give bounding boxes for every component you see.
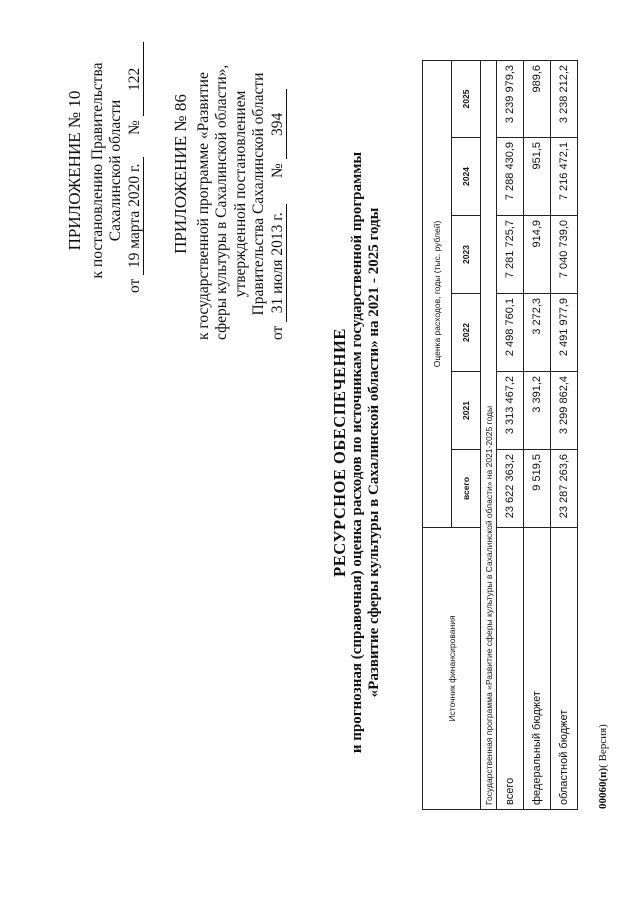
heading-title: РЕСУРСНОЕ ОБЕСПЕЧЕНИЕ — [330, 328, 349, 577]
col-2025: 2025 — [452, 60, 481, 137]
appendix-10-number: 122 — [127, 42, 144, 116]
program-title: Государственная программа «Развитие сферы культуры в Сахалинской области» на 2021-2025 годы — [481, 60, 497, 809]
cell-value: 23 622 363,2 — [497, 450, 524, 528]
appendix-10-line1: к постановлению Правительства — [88, 62, 106, 279]
appendix-86-num-label: № — [268, 163, 286, 179]
appendix-86-line4: Правительства Сахалинской области — [250, 72, 267, 316]
row-label: областной бюджет — [551, 528, 578, 810]
appendix-10-line2: Сахалинской области — [107, 99, 124, 242]
program-row — [481, 60, 497, 809]
appendix-86-number: 394 — [270, 89, 287, 159]
heading-subtitle-2: «Развитие сферы культуры в Сахалинской области» на 2021 - 2025 годы — [366, 207, 382, 698]
table-header-row-1 — [423, 60, 452, 809]
cell-value: 2 491 977,9 — [551, 294, 578, 372]
appendix-86-line1: к государственной программе «Развитие — [194, 72, 212, 340]
col-2023: 2023 — [452, 216, 481, 294]
cell-value: 7 281 725,7 — [497, 216, 524, 294]
cell-value: 3 238 212,2 — [551, 60, 578, 137]
document-footer — [597, 724, 609, 809]
appendix-86-date: 31 июля 2013 г. — [270, 204, 287, 322]
cell-value: 23 287 263,6 — [551, 450, 578, 528]
appendix-86-line3: утвержденной постановлением — [231, 90, 249, 298]
col-2022: 2022 — [452, 294, 481, 372]
col-2021: 2021 — [452, 372, 481, 450]
cell-value: 2 498 760,1 — [497, 294, 524, 372]
appendix-86-dateline — [269, 48, 288, 340]
cell-value: 989,6 — [524, 60, 551, 137]
cell-value: 3 272,3 — [524, 294, 551, 372]
table-row — [524, 60, 551, 809]
appendix-86-line2: сферы культуры в Сахалинской области», — [213, 64, 230, 340]
cell-value: 7 040 739,0 — [551, 216, 578, 294]
cell-value: 3 391,2 — [524, 372, 551, 450]
appendix-10-block — [66, 48, 144, 293]
appendix-10-title: ПРИЛОЖЕНИЕ № 10 — [65, 90, 84, 251]
cell-value: 3 313 467,2 — [497, 372, 524, 450]
appendix-86-from-label: от — [268, 325, 286, 340]
source-header: Источник финансирования — [423, 528, 481, 810]
cell-value: 951,5 — [524, 138, 551, 216]
col-2024: 2024 — [452, 138, 481, 216]
appendix-86-block — [172, 48, 287, 340]
appendix-10-num-label: № — [125, 120, 143, 136]
document-heading — [331, 0, 384, 905]
row-label: всего — [497, 528, 524, 810]
cell-value: 7 216 472,1 — [551, 138, 578, 216]
table-row — [551, 60, 578, 809]
col-total: всего — [452, 450, 481, 528]
cell-value: 3 239 979,3 — [497, 60, 524, 137]
appendix-86-title: ПРИЛОЖЕНИЕ № 86 — [171, 94, 190, 254]
appendix-10-dateline — [126, 48, 145, 293]
cell-value: 914,9 — [524, 216, 551, 294]
footer-code: 00060(п) — [597, 767, 609, 809]
cell-value: 7 288 430,9 — [497, 138, 524, 216]
appendix-10-date: 19 марта 2020 г. — [127, 157, 144, 275]
estimate-header: Оценка расходов, годы (тыс. рублей) — [423, 60, 452, 527]
table-row — [497, 60, 524, 809]
footer-version: ( Версия) — [597, 724, 609, 768]
appendix-10-from-label: от — [125, 278, 143, 293]
cell-value: 3 299 862,4 — [551, 372, 578, 450]
row-label: федеральный бюджет — [524, 528, 551, 810]
heading-subtitle-1: и прогнозная (справочная) оценка расходов по источникам государственной программы — [348, 151, 365, 754]
financing-table — [422, 60, 578, 810]
cell-value: 9 519,5 — [524, 450, 551, 528]
